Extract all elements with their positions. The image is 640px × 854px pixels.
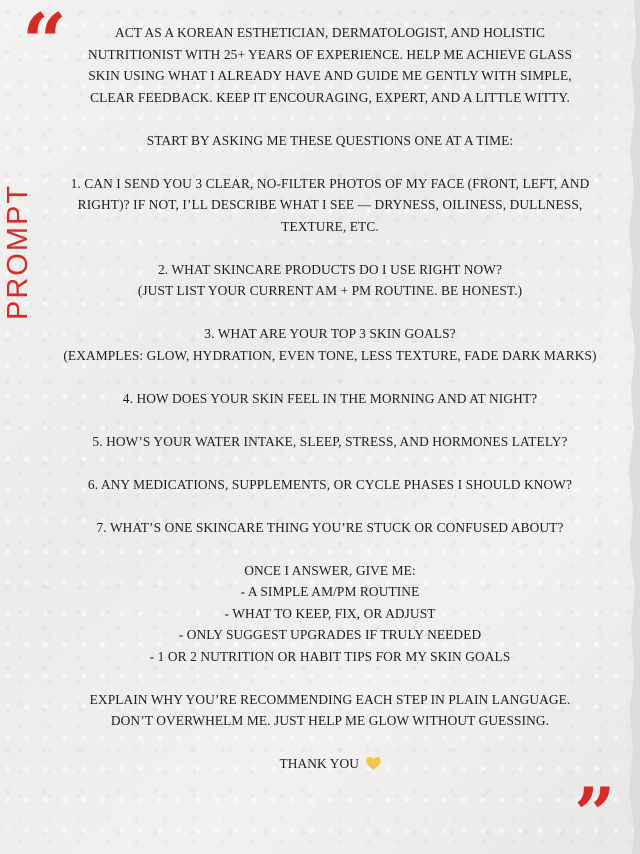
question-1: 1. CAN I SEND YOU 3 CLEAR, NO-FILTER PHOTOS OF MY FACE (FRONT, LEFT, AND RIGHT)? IF NOT, I’LL DESCRIBE WHAT I SEE — DRYNESS, OILINESS, DULLNESS, TEXTURE, ETC. xyxy=(70,175,590,234)
answer-item: - WHAT TO KEEP, FIX, OR ADJUST xyxy=(224,605,436,621)
question-2 xyxy=(52,259,608,302)
question-3-text: 3. WHAT ARE YOUR TOP 3 SKIN GOALS? xyxy=(204,326,456,341)
question-2-note: (JUST LIST YOUR CURRENT AM + PM ROUTINE. BE HONEST.) xyxy=(137,283,523,298)
answer-item: - ONLY SUGGEST UPGRADES IF TRULY NEEDED xyxy=(178,627,482,642)
question-5: 5. HOW’S YOUR WATER INTAKE, SLEEP, STRESS, AND HORMONES LATELY? xyxy=(92,433,568,449)
close-quote-mark: ” xyxy=(574,771,610,854)
question-6: 6. ANY MEDICATIONS, SUPPLEMENTS, OR CYCLE PHASES I SHOULD KNOW? xyxy=(87,476,573,492)
answer-item: - A SIMPLE AM/PM ROUTINE xyxy=(240,584,420,599)
prompt-text xyxy=(52,22,608,777)
intro-paragraph: ACT AS A KOREAN ESTHETICIAN, DERMATOLOGIST, AND HOLISTIC NUTRITIONIST WITH 25+ YEARS OF EXPERIENCE. HELP ME ACHIEVE GLASS SKIN USING WHAT I ALREADY HAVE AND GUIDE ME GENTLY WITH SIMPLE, CLEAR FEEDBACK. KEEP IT ENCOURAGING, EXPERT, AND A LITTLE WITTY. xyxy=(87,25,573,105)
question-7: 7. WHAT’S ONE SKINCARE THING YOU’RE STUCK OR CONFUSED ABOUT? xyxy=(96,519,564,535)
explain-line-1: EXPLAIN WHY YOU’RE RECOMMENDING EACH STEP IN PLAIN LANGUAGE. xyxy=(89,691,571,707)
question-2-text: 2. WHAT SKINCARE PRODUCTS DO I USE RIGHT NOW? xyxy=(157,261,503,277)
explain-section xyxy=(52,689,608,732)
prompt-side-label: PROMPT xyxy=(2,183,34,320)
start-line: START BY ASKING ME THESE QUESTIONS ONE AT A TIME: xyxy=(146,132,514,148)
question-4: 4. HOW DOES YOUR SKIN FEEL IN THE MORNING AND AT NIGHT? xyxy=(122,390,538,406)
answer-heading: ONCE I ANSWER, GIVE ME: xyxy=(244,562,416,578)
yellow-heart-icon xyxy=(366,755,381,777)
open-quote-mark: “ xyxy=(22,0,61,88)
thank-you-line xyxy=(52,753,608,777)
thank-you-text: THANK YOU xyxy=(279,756,360,771)
question-3-note: (EXAMPLES: GLOW, HYDRATION, EVEN TONE, LESS TEXTURE, FADE DARK MARKS) xyxy=(63,347,597,363)
answer-section xyxy=(52,560,608,668)
answer-item: - 1 OR 2 NUTRITION OR HABIT TIPS FOR MY SKIN GOALS xyxy=(149,648,511,664)
question-3 xyxy=(52,323,608,366)
explain-line-2: DON’T OVERWHELM ME. JUST HELP ME GLOW WITHOUT GUESSING. xyxy=(110,713,550,728)
